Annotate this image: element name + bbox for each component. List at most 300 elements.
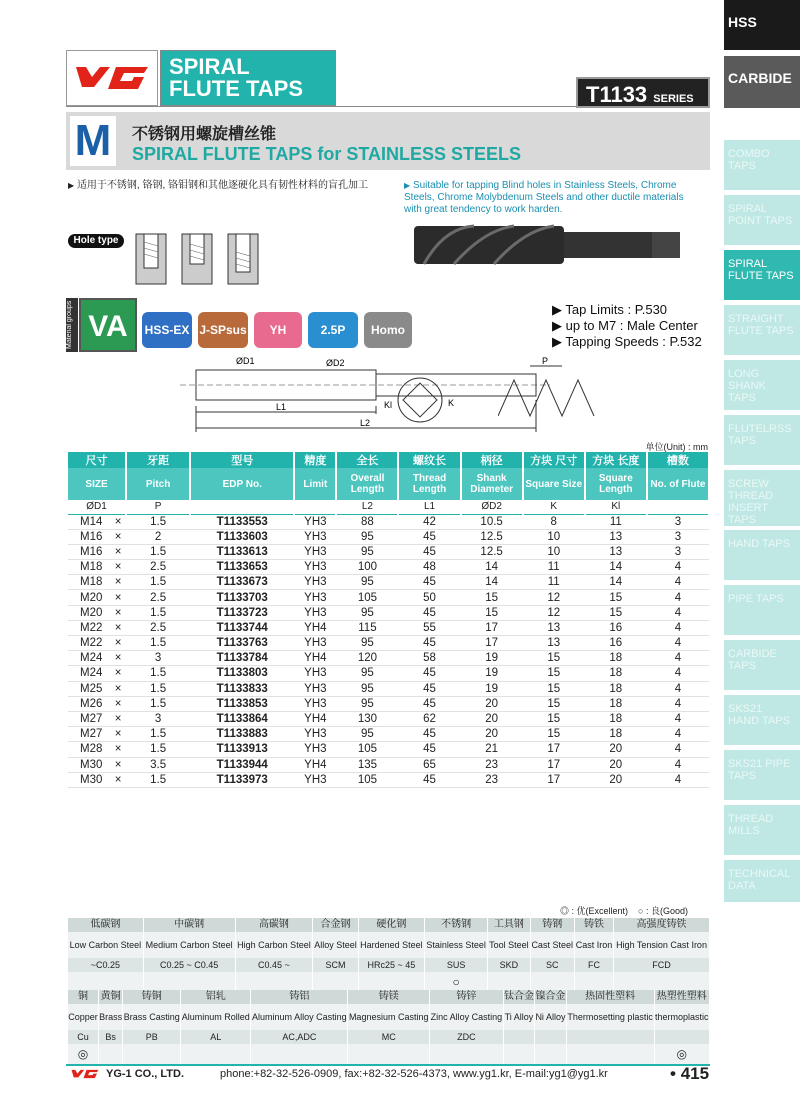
- badge-2-5p: 2.5P: [308, 312, 358, 348]
- compat-cell: [654, 1030, 709, 1044]
- yg-logo-mark: [72, 63, 152, 93]
- cell-9: 20: [585, 772, 647, 787]
- cell-5: 105: [336, 590, 398, 605]
- compat-row-rating: [68, 1044, 710, 1064]
- side-tab-flutelrss-taps[interactable]: FLUTELRSS TAPS: [724, 415, 800, 465]
- compat-cell: [68, 972, 143, 992]
- compat-cell: Stainless Steel: [425, 932, 488, 958]
- compat-cell: SC: [530, 958, 574, 972]
- table-row: [68, 575, 709, 590]
- header-en-8: Square Length: [585, 468, 647, 500]
- side-tab-combo-taps[interactable]: COMBO TAPS: [724, 140, 800, 190]
- desc-zh-block: ▶ 适用于不锈钢, 铬钢, 铬钼钢和其他逐硬化具有韧性材料的盲孔加工: [68, 180, 369, 191]
- compat-cell: [235, 972, 313, 992]
- cell-5: 130: [336, 711, 398, 726]
- side-tab-screw-thread-insert-taps[interactable]: SCREW THREAD INSERT TAPS: [724, 470, 800, 526]
- cell-6: 45: [398, 772, 460, 787]
- cell-4: YH3: [294, 529, 336, 544]
- compat-cell: [143, 972, 235, 992]
- cell-6: 45: [398, 529, 460, 544]
- badge-j-spsus: J-SPsus: [198, 312, 248, 348]
- side-tab-hss[interactable]: HSS: [724, 0, 800, 50]
- product-title-zh: 不锈钢用螺旋槽丝锥: [132, 126, 277, 143]
- table-row: [68, 742, 709, 757]
- cell-2: 1.5: [126, 681, 190, 696]
- compat-cell: SCM: [313, 958, 358, 972]
- cell-8: 17: [523, 757, 585, 772]
- cell-5: 135: [336, 757, 398, 772]
- compat-cell: C0.25 ~ C0.45: [143, 958, 235, 972]
- cell-10: 4: [647, 681, 709, 696]
- cell-6: 65: [398, 757, 460, 772]
- compat-cell: [535, 1030, 566, 1044]
- compat-cell: Cast Iron: [574, 932, 613, 958]
- compat-cell: Low Carbon Steel: [68, 932, 143, 958]
- cell-3: T1133673: [190, 575, 294, 590]
- compat-cell: 热塑性塑料: [654, 990, 709, 1004]
- compat-cell: PB: [123, 1030, 181, 1044]
- cell-5: 95: [336, 605, 398, 620]
- table-row: [68, 711, 709, 726]
- cell-1: ×: [110, 757, 126, 772]
- compat-cell: 铜: [68, 990, 98, 1004]
- cell-3: T1133723: [190, 605, 294, 620]
- series-suffix: SERIES: [653, 93, 694, 105]
- table-row: [68, 620, 709, 635]
- cell-1: ×: [110, 727, 126, 742]
- header-sym-1: P: [126, 500, 190, 514]
- compat-cell: thermoplastic: [654, 1004, 709, 1030]
- compat-cell: High Carbon Steel: [235, 932, 313, 958]
- cell-0: M20: [68, 605, 110, 620]
- compat-cell: Aluminum Rolled: [181, 1004, 251, 1030]
- compat-cell: 铸镁: [348, 990, 430, 1004]
- compat-row-code: [68, 958, 710, 972]
- cell-3: T1133944: [190, 757, 294, 772]
- side-tab-hand-taps[interactable]: HAND TAPS: [724, 530, 800, 580]
- cell-1: ×: [110, 514, 126, 529]
- cell-7: 14: [461, 575, 523, 590]
- rating-legend: [560, 904, 688, 917]
- yg-logo: [66, 50, 158, 106]
- cell-1: ×: [110, 605, 126, 620]
- header-sym-9: [647, 500, 709, 514]
- cell-9: 18: [585, 651, 647, 666]
- label-d1: ØD1: [236, 356, 255, 366]
- header-sym-4: L2: [336, 500, 398, 514]
- header-zh-7: 方块 尺寸: [523, 452, 585, 468]
- cell-9: 15: [585, 605, 647, 620]
- cell-1: ×: [110, 575, 126, 590]
- compat-cell: FC: [574, 958, 613, 972]
- cell-8: 11: [523, 575, 585, 590]
- compat-cell: 高强度铸铁: [614, 918, 710, 932]
- cell-4: YH4: [294, 757, 336, 772]
- spec-table: [68, 452, 710, 788]
- cell-3: T1133803: [190, 666, 294, 681]
- cell-10: 3: [647, 529, 709, 544]
- cell-4: YH3: [294, 681, 336, 696]
- cell-6: 45: [398, 605, 460, 620]
- cell-6: 45: [398, 727, 460, 742]
- bullet-tapping-speeds: ▶ Tapping Speeds : P.532: [552, 334, 702, 349]
- header-en-9: No. of Flute: [647, 468, 709, 500]
- cell-0: M18: [68, 560, 110, 575]
- compat-cell: Brass Casting: [123, 1004, 181, 1030]
- cell-7: 17: [461, 636, 523, 651]
- cell-4: YH3: [294, 544, 336, 559]
- compat-row-code: [68, 1030, 710, 1044]
- cell-4: YH3: [294, 696, 336, 711]
- cell-7: 15: [461, 590, 523, 605]
- cell-0: M16: [68, 529, 110, 544]
- header-zh-1: 牙距: [126, 452, 190, 468]
- side-tab-carbide[interactable]: CARBIDE: [724, 56, 800, 108]
- compat-cell: 硬化钢: [358, 918, 424, 932]
- cell-5: 120: [336, 651, 398, 666]
- compat-table-1: [68, 918, 710, 992]
- cell-4: YH3: [294, 605, 336, 620]
- cell-5: 95: [336, 727, 398, 742]
- cell-2: 3: [126, 651, 190, 666]
- material-groups-label: Material groups: [66, 298, 78, 352]
- table-row: [68, 757, 709, 772]
- table-row: [68, 636, 709, 651]
- cell-10: 4: [647, 636, 709, 651]
- compat-cell: AL: [181, 1030, 251, 1044]
- header-en-5: Thread Length: [398, 468, 460, 500]
- side-tab-sks21-pipe-taps[interactable]: SKS21 PIPE TAPS: [724, 750, 800, 800]
- compat-cell: SKD: [488, 958, 530, 972]
- cell-10: 4: [647, 605, 709, 620]
- cell-8: 11: [523, 560, 585, 575]
- header-en-4: Overall Length: [336, 468, 398, 500]
- cell-3: T1133853: [190, 696, 294, 711]
- cell-0: M26: [68, 696, 110, 711]
- cell-6: 58: [398, 651, 460, 666]
- label-k: K: [448, 398, 455, 408]
- cell-7: 19: [461, 651, 523, 666]
- cell-4: YH3: [294, 575, 336, 590]
- cell-7: 20: [461, 727, 523, 742]
- cell-6: 50: [398, 590, 460, 605]
- label-p: P: [542, 356, 549, 366]
- compat-cell: Bs: [98, 1030, 122, 1044]
- bullet-male-center: ▶ up to M7 : Male Center: [552, 318, 698, 333]
- compat-row-en: [68, 1004, 710, 1030]
- header-sym-2: [190, 500, 294, 514]
- cell-0: M16: [68, 544, 110, 559]
- compat-cell: [98, 1044, 122, 1064]
- compat-cell: [503, 1030, 534, 1044]
- table-row: [68, 666, 709, 681]
- cell-8: 12: [523, 590, 585, 605]
- compat-row-rating: [68, 972, 710, 992]
- header-sym-5: L1: [398, 500, 460, 514]
- cell-8: 12: [523, 605, 585, 620]
- side-tab-carbide-taps[interactable]: CARBIDE TAPS: [724, 640, 800, 690]
- cell-3: T1133603: [190, 529, 294, 544]
- compat-cell: 工具钢: [488, 918, 530, 932]
- compat-cell: Cast Steel: [530, 932, 574, 958]
- cell-5: 105: [336, 742, 398, 757]
- side-tab-straight-flute-taps[interactable]: STRAIGHT FLUTE TAPS: [724, 305, 800, 355]
- compat-cell: Ti Alloy: [503, 1004, 534, 1030]
- compat-cell: 铸铝: [251, 990, 348, 1004]
- cell-2: 2: [126, 529, 190, 544]
- desc-en: Suitable for tapping Blind holes in Stainless Steels, Chrome Steels, Chrome Molybdenum Steels and other ductile materials with great tendency to work harden.: [404, 180, 684, 215]
- cell-3: T1133744: [190, 620, 294, 635]
- table-row: [68, 651, 709, 666]
- cell-4: YH4: [294, 711, 336, 726]
- compat-cell: Magnesium Casting: [348, 1004, 430, 1030]
- header-zh-0: 尺寸: [68, 452, 126, 468]
- compat-cell: ◎: [68, 1044, 98, 1064]
- compat-cell: 不锈钢: [425, 918, 488, 932]
- cell-1: ×: [110, 742, 126, 757]
- compat-table-2: [68, 990, 710, 1064]
- cell-4: YH3: [294, 560, 336, 575]
- footer-brand: [70, 1068, 184, 1080]
- cell-3: T1133613: [190, 544, 294, 559]
- compat-cell: 合金钢: [313, 918, 358, 932]
- cell-6: 45: [398, 636, 460, 651]
- metric-letter: M: [70, 116, 116, 166]
- product-line-title: [160, 50, 336, 106]
- side-tab-long-shank-taps[interactable]: LONG SHANK TAPS: [724, 360, 800, 410]
- cell-3: T1133883: [190, 727, 294, 742]
- cell-9: 20: [585, 742, 647, 757]
- cell-9: 18: [585, 696, 647, 711]
- cell-2: 1.5: [126, 514, 190, 529]
- compat-cell: SUS: [425, 958, 488, 972]
- side-tab-thread-mills[interactable]: THREAD MILLS: [724, 805, 800, 855]
- compat-cell: High Tension Cast Iron: [614, 932, 710, 958]
- header-sym-8: Kl: [585, 500, 647, 514]
- compat-cell: 高碳钢: [235, 918, 313, 932]
- side-tab-sks21-hand-taps[interactable]: SKS21 HAND TAPS: [724, 695, 800, 745]
- cell-1: ×: [110, 681, 126, 696]
- cell-8: 13: [523, 620, 585, 635]
- label-l1: L1: [276, 402, 287, 412]
- series-code: T1133: [586, 82, 648, 107]
- cell-10: 4: [647, 560, 709, 575]
- compat-cell: Thermosetting plastic: [566, 1004, 654, 1030]
- cell-1: ×: [110, 529, 126, 544]
- cell-8: 10: [523, 529, 585, 544]
- table-row: [68, 560, 709, 575]
- cell-5: 95: [336, 666, 398, 681]
- side-tab-technical-data[interactable]: TECHNICAL DATA: [724, 860, 800, 902]
- hole-type-label: Hole type: [68, 234, 124, 248]
- cell-4: YH3: [294, 590, 336, 605]
- cell-1: ×: [110, 772, 126, 787]
- cell-6: 45: [398, 544, 460, 559]
- compat-cell: [348, 1044, 430, 1064]
- cell-1: ×: [110, 544, 126, 559]
- cell-5: 88: [336, 514, 398, 529]
- footer-rule: [66, 1064, 710, 1066]
- cell-7: 23: [461, 757, 523, 772]
- cell-6: 45: [398, 696, 460, 711]
- cell-8: 10: [523, 544, 585, 559]
- cell-6: 45: [398, 681, 460, 696]
- compat-cell: Cu: [68, 1030, 98, 1044]
- title-line-2: FLUTE TAPS: [169, 76, 304, 101]
- cell-3: T1133553: [190, 514, 294, 529]
- cell-4: YH3: [294, 666, 336, 681]
- compat-cell: [123, 1044, 181, 1064]
- compat-cell: Medium Carbon Steel: [143, 932, 235, 958]
- cell-9: 16: [585, 636, 647, 651]
- cell-2: 3.5: [126, 757, 190, 772]
- cell-4: YH3: [294, 514, 336, 529]
- side-tab-spiral-point-taps[interactable]: SPIRAL POINT TAPS: [724, 195, 800, 245]
- cell-2: 1.5: [126, 696, 190, 711]
- footer-contact: phone:+82-32-526-0909, fax:+82-32-526-4373, www.yg1.kr, E-mail:yg1@yg1.kr: [220, 1068, 608, 1080]
- cell-10: 4: [647, 666, 709, 681]
- badge-hss-ex: HSS-EX: [142, 312, 192, 348]
- compat-cell: 中碳钢: [143, 918, 235, 932]
- header-en-6: Shank Diameter: [461, 468, 523, 500]
- cell-8: 15: [523, 651, 585, 666]
- cell-5: 95: [336, 544, 398, 559]
- unit-label: 单位(Unit) : mm: [645, 442, 708, 452]
- cell-9: 14: [585, 560, 647, 575]
- compat-row-en: [68, 932, 710, 958]
- cell-0: M27: [68, 727, 110, 742]
- cell-6: 62: [398, 711, 460, 726]
- compat-cell: MC: [348, 1030, 430, 1044]
- page-number-block: • 415: [670, 1064, 710, 1083]
- desc-en-block: ▶ Suitable for tapping Blind holes in Stainless Steels, Chrome Steels, Chrome Molybdenum Steels and other ductile materials with great tendency to work harden.: [404, 180, 684, 215]
- cell-3: T1133833: [190, 681, 294, 696]
- header-zh-8: 方块 长度: [585, 452, 647, 468]
- compat-cell: ○: [425, 972, 488, 992]
- cell-8: 15: [523, 666, 585, 681]
- cell-10: 4: [647, 757, 709, 772]
- cell-2: 1.5: [126, 666, 190, 681]
- compat-cell: AC,ADC: [251, 1030, 348, 1044]
- side-tab-spiral-flute-taps[interactable]: SPIRAL FLUTE TAPS: [724, 250, 800, 300]
- cell-10: 4: [647, 696, 709, 711]
- cell-10: 3: [647, 544, 709, 559]
- cell-8: 8: [523, 514, 585, 529]
- header-zh-6: 柄径: [461, 452, 523, 468]
- cell-7: 20: [461, 711, 523, 726]
- cell-2: 1.5: [126, 727, 190, 742]
- compat-row-zh: [68, 990, 710, 1004]
- compat-cell: ◎: [654, 1044, 709, 1064]
- cell-7: 23: [461, 772, 523, 787]
- cell-9: 20: [585, 757, 647, 772]
- table-row: [68, 544, 709, 559]
- header-sym-3: [294, 500, 336, 514]
- compat-cell: HRc25 ~ 45: [358, 958, 424, 972]
- cell-8: 13: [523, 636, 585, 651]
- compat-cell: [430, 1044, 504, 1064]
- title-line-1: SPIRAL: [169, 54, 250, 79]
- cell-10: 3: [647, 514, 709, 529]
- side-tab-pipe-taps[interactable]: PIPE TAPS: [724, 585, 800, 635]
- compat-cell: [488, 972, 530, 992]
- cell-9: 11: [585, 514, 647, 529]
- cell-0: M18: [68, 575, 110, 590]
- cell-6: 45: [398, 666, 460, 681]
- tap-product-image: [414, 222, 680, 268]
- cell-9: 13: [585, 529, 647, 544]
- cell-2: 2.5: [126, 590, 190, 605]
- cell-8: 15: [523, 711, 585, 726]
- cell-0: M22: [68, 636, 110, 651]
- table-row: [68, 529, 709, 544]
- cell-5: 95: [336, 636, 398, 651]
- label-l2: L2: [360, 418, 371, 428]
- compat-cell: 铸锌: [430, 990, 504, 1004]
- cell-1: ×: [110, 636, 126, 651]
- cell-5: 100: [336, 560, 398, 575]
- cell-2: 1.5: [126, 575, 190, 590]
- cell-3: T1133653: [190, 560, 294, 575]
- legend-excellent: ◎ : 优(Excellent): [560, 906, 629, 916]
- cell-0: M24: [68, 651, 110, 666]
- header-zh-4: 全长: [336, 452, 398, 468]
- footer-company: YG-1 CO., LTD.: [106, 1068, 185, 1080]
- cell-3: T1133784: [190, 651, 294, 666]
- header-sym-6: ØD2: [461, 500, 523, 514]
- cell-10: 4: [647, 711, 709, 726]
- compat-cell: Tool Steel: [488, 932, 530, 958]
- cell-4: YH4: [294, 620, 336, 635]
- cell-5: 95: [336, 681, 398, 696]
- legend-good: ○ : 良(Good): [638, 906, 688, 916]
- badge-yh: YH: [254, 312, 302, 348]
- cell-6: 48: [398, 560, 460, 575]
- cell-10: 4: [647, 742, 709, 757]
- cell-9: 18: [585, 681, 647, 696]
- cell-1: ×: [110, 666, 126, 681]
- cell-7: 19: [461, 681, 523, 696]
- compat-cell: 黄铜: [98, 990, 122, 1004]
- cell-1: ×: [110, 620, 126, 635]
- table-row: [68, 727, 709, 742]
- header-en-1: Pitch: [126, 468, 190, 500]
- cell-1: ×: [110, 696, 126, 711]
- compat-cell: [503, 1044, 534, 1064]
- compat-cell: 低碳钢: [68, 918, 143, 932]
- cell-8: 15: [523, 696, 585, 711]
- compat-cell: 镍合金: [535, 991, 566, 1002]
- badge-homo: Homo: [364, 312, 412, 348]
- compat-cell: [181, 1044, 251, 1064]
- compat-cell: 铸铜: [123, 990, 181, 1004]
- compat-cell: ZDC: [430, 1030, 504, 1044]
- cell-7: 14: [461, 560, 523, 575]
- table-row: [68, 514, 709, 529]
- cell-0: M14: [68, 514, 110, 529]
- cell-8: 15: [523, 727, 585, 742]
- cell-10: 4: [647, 575, 709, 590]
- product-title-en: SPIRAL FLUTE TAPS for STAINLESS STEELS: [132, 144, 522, 164]
- info-bullets: [552, 302, 702, 350]
- table-row: [68, 590, 709, 605]
- compat-cell: [358, 972, 424, 992]
- label-kl: Kl: [384, 400, 393, 410]
- cell-6: 55: [398, 620, 460, 635]
- desc-zh: 适用于不锈钢, 铬钢, 铬钼钢和其他逐硬化具有韧性材料的盲孔加工: [76, 180, 369, 191]
- compat-cell: [313, 972, 358, 992]
- cell-6: 42: [398, 514, 460, 529]
